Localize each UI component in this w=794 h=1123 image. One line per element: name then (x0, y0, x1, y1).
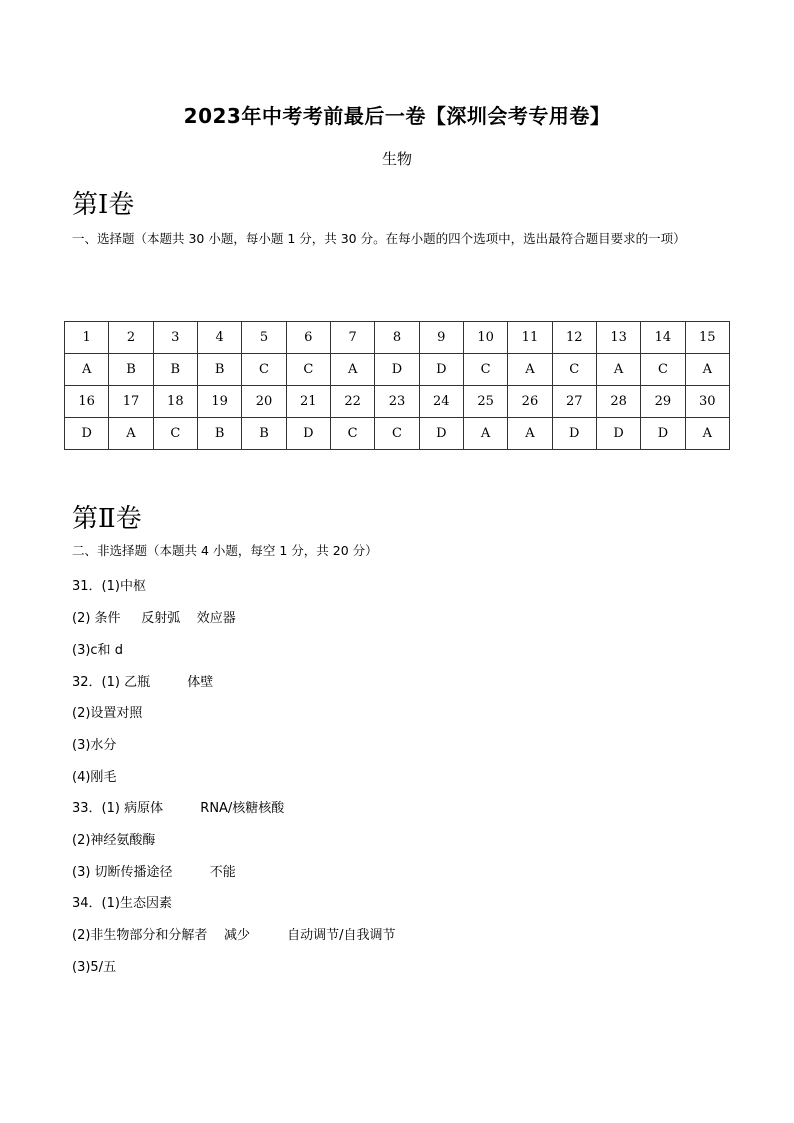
answer-key-cell: D (419, 354, 463, 386)
answer-line: (3) 切断传播途径 不能 (72, 865, 236, 880)
answer-key-cell: A (65, 354, 109, 386)
answer-line: 34．(1)生态因素 (72, 896, 172, 911)
question-number-cell: 5 (242, 322, 286, 354)
answer-line: 33．(1) 病原体 RNA/核糖核酸 (72, 801, 285, 816)
question-number-cell: 4 (197, 322, 241, 354)
question-number-cell: 16 (65, 386, 109, 418)
answer-line: 31．(1)中枢 (72, 579, 146, 594)
answer-key-row (65, 354, 730, 386)
page-title: 2023年中考考前最后一卷【深圳会考专用卷】 (183, 104, 611, 128)
answer-line: (3)水分 (72, 738, 117, 753)
question-number-cell: 10 (463, 322, 507, 354)
answer-key-cell: D (375, 354, 419, 386)
answer-key-cell: B (242, 418, 286, 450)
answer-table (64, 321, 730, 450)
question-number-cell: 9 (419, 322, 463, 354)
question-number-cell: 3 (153, 322, 197, 354)
answer-line: (3)5/五 (72, 960, 117, 975)
answer-key-cell: B (153, 354, 197, 386)
question-number-row (65, 322, 730, 354)
question-number-cell: 2 (109, 322, 153, 354)
answer-key-cell: B (197, 354, 241, 386)
question-number-cell: 19 (197, 386, 241, 418)
question-number-cell: 15 (685, 322, 729, 354)
question-number-cell: 17 (109, 386, 153, 418)
answer-key-cell: D (552, 418, 596, 450)
part1-instructions: 一、选择题（本题共 30 小题，每小题 1 分，共 30 分。在每小题的四个选项中，选出最符合题目要求的一项） (72, 231, 686, 246)
question-number-cell: 14 (641, 322, 685, 354)
answer-key-cell: C (330, 418, 374, 450)
answer-key-cell: D (641, 418, 685, 450)
question-number-cell: 11 (508, 322, 552, 354)
answer-key-cell: B (197, 418, 241, 450)
question-number-cell: 18 (153, 386, 197, 418)
answer-key-cell: A (508, 418, 552, 450)
question-number-cell: 23 (375, 386, 419, 418)
answer-key-cell: D (65, 418, 109, 450)
answer-key-cell: A (463, 418, 507, 450)
subject-subtitle: 生物 (381, 150, 412, 168)
question-number-cell: 8 (375, 322, 419, 354)
answer-key-cell: C (153, 418, 197, 450)
question-number-cell: 25 (463, 386, 507, 418)
question-number-cell: 7 (330, 322, 374, 354)
answer-key-cell: C (286, 354, 330, 386)
question-number-cell: 28 (596, 386, 640, 418)
question-number-cell: 27 (552, 386, 596, 418)
answer-key-cell: C (463, 354, 507, 386)
answer-key-cell: A (508, 354, 552, 386)
answer-line: 32．(1) 乙瓶 体壁 (72, 675, 214, 690)
answer-key-row (65, 418, 730, 450)
answer-key-cell: B (109, 354, 153, 386)
answer-key-cell: D (419, 418, 463, 450)
answer-key-cell: D (286, 418, 330, 450)
question-number-cell: 30 (685, 386, 729, 418)
answer-key-cell: A (109, 418, 153, 450)
question-number-cell: 26 (508, 386, 552, 418)
part1-heading: 第Ⅰ卷 (72, 190, 135, 220)
question-number-cell: 22 (330, 386, 374, 418)
answer-line: (3)c和 d (72, 643, 123, 658)
answer-key-cell: C (375, 418, 419, 450)
question-number-cell: 13 (596, 322, 640, 354)
answer-line: (2)非生物部分和分解者 减少 自动调节/自我调节 (72, 928, 396, 943)
part2-heading: 第Ⅱ卷 (72, 504, 142, 534)
question-number-cell: 24 (419, 386, 463, 418)
answer-line: (2) 条件 反射弧 效应器 (72, 611, 236, 626)
answer-key-cell: A (596, 354, 640, 386)
answer-key-cell: C (242, 354, 286, 386)
answer-line: (4)刚毛 (72, 770, 117, 785)
answer-line: (2)神经氨酸酶 (72, 833, 156, 848)
question-number-row (65, 386, 730, 418)
question-number-cell: 21 (286, 386, 330, 418)
answer-key-cell: C (552, 354, 596, 386)
question-number-cell: 12 (552, 322, 596, 354)
answer-key-cell: A (685, 418, 729, 450)
question-number-cell: 20 (242, 386, 286, 418)
answer-line: (2)设置对照 (72, 706, 143, 721)
answer-key-cell: A (330, 354, 374, 386)
question-number-cell: 6 (286, 322, 330, 354)
question-number-cell: 29 (641, 386, 685, 418)
answer-key-cell: C (641, 354, 685, 386)
answer-key-cell: D (596, 418, 640, 450)
answer-key-cell: A (685, 354, 729, 386)
question-number-cell: 1 (65, 322, 109, 354)
part2-instructions: 二、非选择题（本题共 4 小题，每空 1 分，共 20 分） (72, 543, 378, 558)
